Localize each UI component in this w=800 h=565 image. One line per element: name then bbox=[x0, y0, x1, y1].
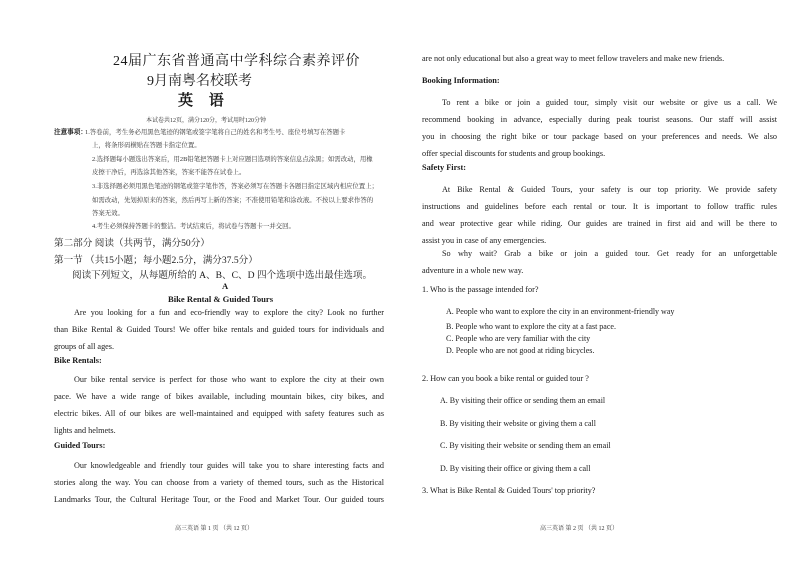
note-line: 如需改动，先划掉原来的答案，然后再写上新的答案；不准使用铅笔和涂改液。不按以上要求作答的 bbox=[92, 197, 374, 204]
question-stem: 2. How can you book a bike rental or guided tour ? bbox=[422, 374, 589, 383]
question-stem: 3. What is Bike Rental & Guided Tours' top priority? bbox=[422, 486, 596, 495]
instruction-text: 阅读下列短文，从每题所给的 A、B、C、D 四个选项中选出最佳选项。 bbox=[72, 270, 373, 281]
part-heading: 第二部分 阅读（共两节，满分50分） bbox=[54, 238, 210, 249]
text-line: offer special discounts for students and group bookings. bbox=[422, 149, 606, 158]
exam-title-line2: 9月南粤名校联考 bbox=[147, 74, 252, 89]
note-line: 3.非选择题必须用黑色笔迹的钢笔或签字笔作答，答案必须写在答题卡各题目指定区域内相应位置上； bbox=[92, 183, 378, 190]
text-line: Our bike rental service is perfect for those who want to explore the city at their own bbox=[74, 375, 384, 384]
safety-paragraph bbox=[422, 181, 777, 249]
closing-paragraph bbox=[422, 245, 777, 279]
guided-tours-continued bbox=[422, 50, 762, 67]
bike-rentals-heading: Bike Rentals: bbox=[54, 356, 102, 365]
text-line: groups of all ages. bbox=[54, 342, 115, 351]
page-footer: 高三英语 第 2 页 （共 12 页） bbox=[540, 526, 619, 532]
guided-tours-paragraph bbox=[54, 457, 384, 508]
text-line: assist you in case of any emergencies. bbox=[422, 236, 547, 245]
note-line: 上，将条形码横贴在答题卡指定位置。 bbox=[92, 142, 201, 149]
booking-heading: Booking Information: bbox=[422, 76, 500, 85]
text-line: lights and helmets. bbox=[54, 426, 116, 435]
passage-letter: A bbox=[222, 281, 229, 291]
text-line: Our knowledgeable and friendly tour guides will take you to share interesting facts and bbox=[74, 461, 384, 470]
exam-info: 本试卷共12页，满分120分，考试用时120分钟 bbox=[146, 118, 267, 124]
question-option: A. People who want to explore the city in an environment-friendly way bbox=[446, 307, 675, 316]
note-line: 答案无效。 bbox=[92, 210, 124, 217]
text-line: adventure in a whole new way. bbox=[422, 266, 524, 275]
question-option: D. By visiting their office or giving them a call bbox=[440, 464, 591, 473]
question-option: B. People who want to explore the city at a fast pace. bbox=[446, 322, 616, 331]
text-line: recommend booking in advance, especially during peak tourist seasons. Our staff will assist bbox=[422, 115, 777, 124]
text-line: than Bike Rental & Guided Tours! We offer bike rentals and guided tours for individuals and bbox=[54, 325, 384, 334]
text-line: stories along the way. You can choose from a variety of themed tours, such as the Historical bbox=[54, 478, 384, 487]
question-option: D. People who are not good at riding bicycles. bbox=[446, 346, 595, 355]
safety-heading: Safety First: bbox=[422, 163, 467, 172]
text-line: electric bikes. All of our bikes are well-maintained and equipped with safety features such as bbox=[54, 409, 384, 418]
page-footer: 高三英语 第 1 页 （共 12 页） bbox=[175, 526, 254, 532]
question-stem: 1. Who is the passage intended for? bbox=[422, 285, 539, 294]
text-line: So why wait? Grab a bike or join a guided tour. Get ready for an unforgettable bbox=[442, 249, 777, 258]
text-line: Landmarks Tour, the Cultural Heritage Tour, or the Food and Market Tour. Our guided tours bbox=[54, 495, 384, 504]
note-line: 4.考生必须保持答题卡的整洁。考试结束后，将试卷与答题卡一并交回。 bbox=[92, 223, 295, 230]
notes-label: 注意事项： bbox=[54, 129, 87, 136]
text-line: To rent a bike or join a guided tour, simply visit our website or give us a call. We bbox=[442, 98, 777, 107]
question-option: B. By visiting their website or giving them a call bbox=[440, 419, 596, 428]
text-line: pace. We have a wide range of bikes available, including mountain bikes, city bikes, and bbox=[54, 392, 384, 401]
subject-title: 英 语 bbox=[178, 93, 230, 109]
page-2 bbox=[400, 0, 800, 565]
text-line: Are you looking for a fun and eco-friendly way to explore the city? Look no further bbox=[74, 308, 384, 317]
text-line: you in choosing the right bike or tour package based on your preferences and needs. We also bbox=[422, 132, 777, 141]
subsection-heading: 第一节 （共15小题；每小题2.5分，满分37.5分） bbox=[54, 255, 258, 266]
text-line: instructions and guidelines before each rental or tour. It is important to follow traffic rules bbox=[422, 202, 777, 211]
text-line: are not only educational but also a great way to meet fellow travelers and make new friends. bbox=[422, 54, 725, 63]
question-option: C. People who are very familiar with the city bbox=[446, 334, 591, 343]
text-line: At Bike Rental & Guided Tours, your safety is our top priority. We provide safety bbox=[442, 185, 777, 194]
bike-rentals-paragraph bbox=[54, 371, 384, 439]
question-option: C. By visiting their website or sending them an email bbox=[440, 441, 611, 450]
question-option: A. By visiting their office or sending them an email bbox=[440, 396, 606, 405]
booking-paragraph bbox=[422, 94, 777, 162]
note-line: 2.选择题每小题选出答案后，用2B铅笔把答题卡上对应题目选项的答案信息点涂黑；如需改动，用橡 bbox=[92, 156, 373, 163]
note-line: 皮擦干净后，再选涂其他答案，答案不能答在试卷上。 bbox=[92, 169, 246, 176]
exam-title-line1: 24届广东省普通高中学科综合素养评价 bbox=[113, 54, 360, 69]
note-line: 1.答卷前，考生务必用黑色笔迹的钢笔或签字笔将自己的姓名和考生号、座位号填写在答题卡 bbox=[85, 129, 346, 136]
intro-paragraph bbox=[54, 304, 384, 355]
passage-title: Bike Rental & Guided Tours bbox=[168, 294, 274, 304]
text-line: and wear protective gear while riding. Our guides are trained in first aid and will be there to bbox=[422, 219, 777, 228]
guided-tours-heading: Guided Tours: bbox=[54, 441, 106, 450]
